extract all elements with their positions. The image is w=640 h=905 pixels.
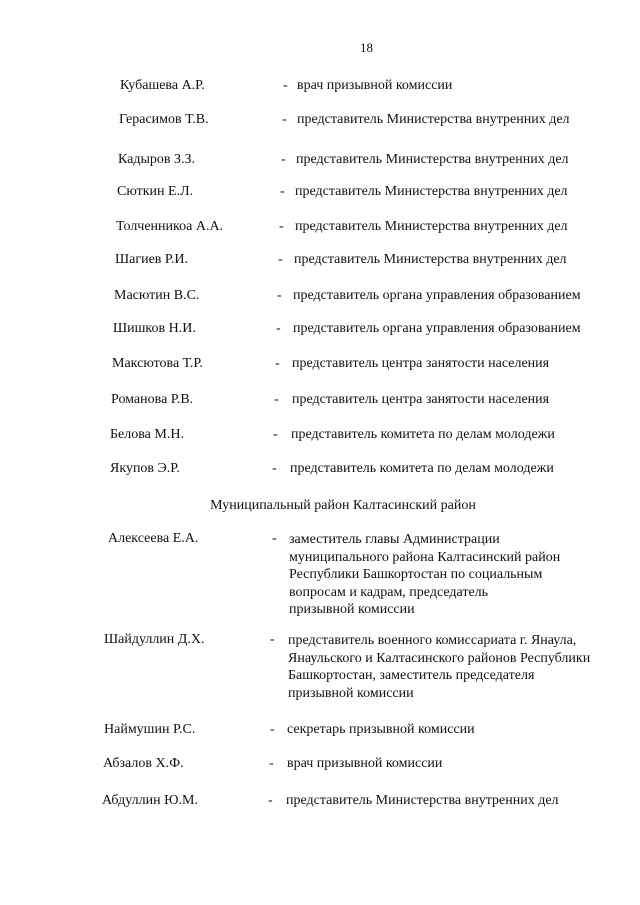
dash-separator: - bbox=[279, 219, 284, 234]
member-name: Абдуллин Ю.М. bbox=[102, 793, 198, 808]
member-name: Якупов Э.Р. bbox=[110, 461, 180, 476]
dash-separator: - bbox=[269, 756, 274, 771]
section-title: Муниципальный район Калтасинский район bbox=[210, 498, 476, 513]
member-role: представитель комитета по делам молодежи bbox=[291, 427, 555, 442]
member-role: представитель центра занятости населения bbox=[292, 392, 550, 407]
member-role: представитель органа управления образованием bbox=[293, 321, 581, 336]
member-name: Романова Р.В. bbox=[111, 392, 194, 407]
role-line: призывной комиссии bbox=[288, 685, 414, 701]
member-role: представитель Министерства внутренних дел bbox=[296, 152, 569, 167]
role-line: заместитель главы Администрации bbox=[289, 532, 500, 547]
dash-separator: - bbox=[276, 321, 281, 336]
member-role: представитель комитета по делам молодежи bbox=[290, 461, 554, 476]
dash-separator: - bbox=[274, 392, 279, 407]
member-role: представитель Министерства внутренних дел bbox=[295, 219, 568, 234]
role-line: Янаульского и Калтасинского районов Республики bbox=[288, 650, 591, 666]
dash-separator: - bbox=[272, 461, 277, 476]
member-role: врач призывной комиссии bbox=[287, 756, 443, 771]
dash-separator: - bbox=[278, 252, 283, 267]
page-number: 18 bbox=[360, 40, 373, 55]
member-role: представитель Министерства внутренних дел bbox=[286, 793, 559, 808]
member-name: Максютова Т.Р. bbox=[112, 356, 203, 371]
member-role: представитель органа управления образованием bbox=[293, 288, 581, 303]
member-name: Шишков Н.И. bbox=[113, 321, 196, 336]
member-role bbox=[289, 531, 560, 619]
member-role bbox=[288, 632, 590, 702]
dash-separator: - bbox=[268, 793, 273, 808]
dash-separator: - bbox=[272, 531, 277, 546]
member-name: Алексеева Е.А. bbox=[108, 531, 199, 546]
member-role: представитель Министерства внутренних дел bbox=[295, 184, 568, 199]
member-role: секретарь призывной комиссии bbox=[287, 722, 475, 737]
dash-separator: - bbox=[273, 427, 278, 442]
member-name: Сюткин Е.Л. bbox=[117, 184, 194, 199]
dash-separator: - bbox=[275, 356, 280, 371]
member-role: представитель Министерства внутренних дел bbox=[297, 112, 570, 127]
role-line: муниципального района Калтасинский район bbox=[289, 549, 561, 565]
member-role: представитель центра занятости населения bbox=[292, 356, 550, 371]
member-name: Абзалов Х.Ф. bbox=[103, 756, 184, 771]
member-name: Шагиев Р.И. bbox=[115, 252, 189, 267]
role-line: призывной комиссии bbox=[289, 602, 415, 617]
member-role: представитель Министерства внутренних дел bbox=[294, 252, 567, 267]
role-line: Республики Башкортостан по социальным bbox=[289, 567, 543, 582]
member-name: Шайдуллин Д.Х. bbox=[104, 632, 205, 647]
member-name: Толченникоа А.А. bbox=[116, 219, 224, 234]
dash-separator: - bbox=[283, 78, 288, 93]
role-line: вопросам и кадрам, председатель bbox=[289, 584, 489, 600]
dash-separator: - bbox=[281, 152, 286, 167]
member-name: Герасимов Т.В. bbox=[119, 112, 209, 127]
dash-separator: - bbox=[270, 722, 275, 737]
dash-separator: - bbox=[280, 184, 285, 199]
member-name: Масютин В.С. bbox=[114, 288, 200, 303]
member-name: Белова М.Н. bbox=[110, 427, 184, 442]
member-name: Кадыров З.З. bbox=[118, 152, 196, 167]
dash-separator: - bbox=[282, 112, 287, 127]
role-line: представитель военного комиссариата г. Янаула, bbox=[288, 633, 577, 648]
dash-separator: - bbox=[277, 288, 282, 303]
dash-separator: - bbox=[270, 632, 275, 647]
role-line: Башкортостан, заместитель председателя bbox=[288, 668, 535, 683]
member-name: Кубашева А.Р. bbox=[120, 78, 205, 93]
member-role: врач призывной комиссии bbox=[297, 78, 453, 93]
member-name: Наймушин Р.С. bbox=[104, 722, 196, 737]
